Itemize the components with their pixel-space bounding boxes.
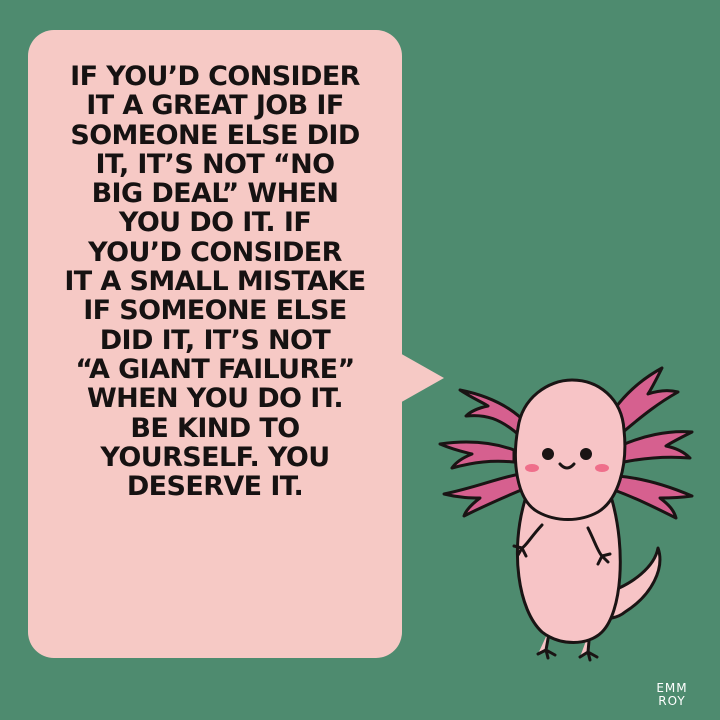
- gill-left-bottom: [444, 474, 526, 516]
- quote-line: WHEN YOU DO IT.: [86, 383, 344, 415]
- axolotl-left-cheek: [525, 464, 539, 472]
- quote-line: YOU DO IT. IF: [118, 207, 312, 239]
- quote-line: IF SOMEONE ELSE: [83, 295, 347, 327]
- quote-line: SOMEONE ELSE DID: [70, 119, 360, 151]
- quote-line: DID IT, IT’S NOT: [99, 324, 331, 356]
- axolotl-head: [515, 380, 624, 520]
- axolotl-right-cheek: [595, 464, 609, 472]
- gill-left-middle: [440, 442, 514, 468]
- quote-line: DESERVE IT.: [126, 471, 304, 503]
- quote-line: BIG DEAL” WHEN: [91, 178, 339, 210]
- quote-line: IT A GREAT JOB IF: [86, 90, 344, 122]
- quote-text: [28, 62, 402, 501]
- artist-signature: [644, 682, 700, 708]
- quote-line: “A GIANT FAILURE”: [75, 353, 355, 385]
- quote-line: YOURSELF. YOU: [100, 441, 330, 473]
- gill-right-middle: [620, 432, 692, 462]
- signature-line: EMM: [656, 681, 688, 695]
- quote-line: YOU’D CONSIDER: [88, 236, 342, 268]
- axolotl-illustration: [430, 350, 700, 680]
- quote-line: IF YOU’D CONSIDER: [70, 61, 360, 92]
- quote-line: BE KIND TO: [130, 412, 300, 444]
- quote-line: IT, IT’S NOT “NO: [95, 148, 335, 180]
- axolotl-body: [517, 500, 620, 643]
- axolotl-left-eye: [542, 448, 554, 460]
- gill-right-bottom: [614, 476, 692, 518]
- axolotl-right-eye: [580, 448, 592, 460]
- signature-line: ROY: [658, 694, 686, 708]
- quote-line: IT A SMALL MISTAKE: [64, 266, 366, 298]
